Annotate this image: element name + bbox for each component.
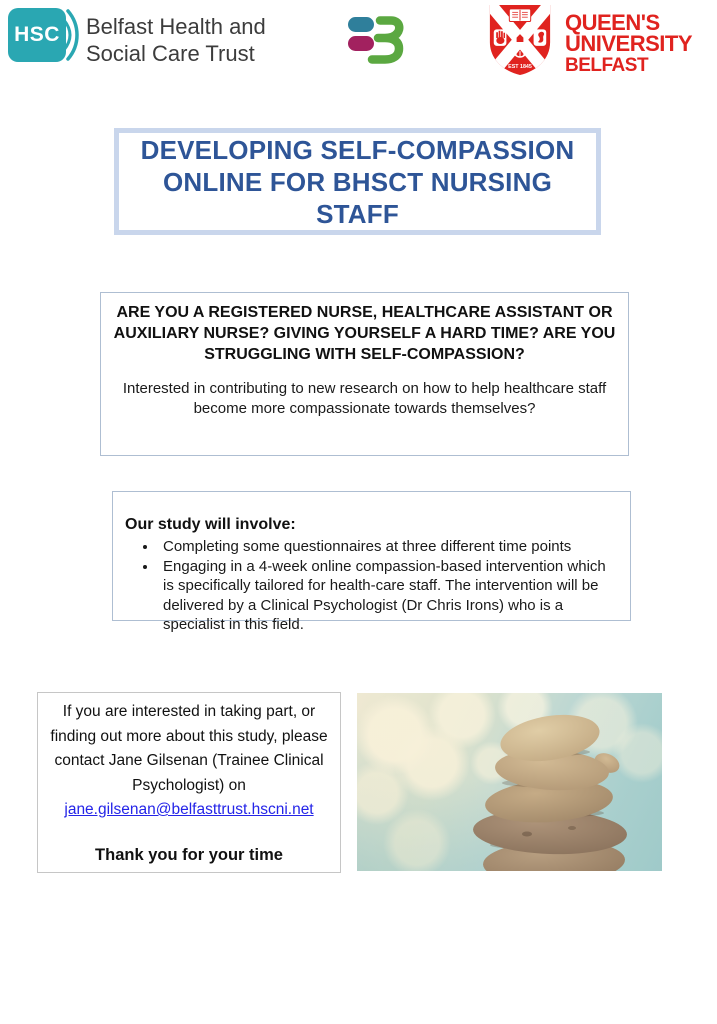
pebbles-illustration bbox=[357, 693, 662, 871]
contact-thanks: Thank you for your time bbox=[95, 845, 283, 864]
trust-name bbox=[86, 13, 266, 67]
contact-box bbox=[37, 692, 341, 873]
qub-wordmark-line2: UNIVERSITY bbox=[565, 31, 693, 56]
hsc-logo-box bbox=[8, 8, 66, 62]
b-logo-green-curve bbox=[372, 21, 399, 60]
page-title: DEVELOPING SELF-COMPASSION ONLINE FOR BHSCT NURSING STAFF bbox=[140, 134, 575, 229]
qub-wordmark-line1: QUEEN'S bbox=[565, 10, 660, 35]
contact-text: If you are interested in taking part, or finding out more about this study, please contact Jane Gilsenan (Trainee Clinical Psychologist) on bbox=[50, 703, 328, 794]
intro-body: Interested in contributing to new research on how to help healthcare staff become more compassionate towards themselves? bbox=[122, 380, 607, 417]
study-heading: Our study will involve: bbox=[125, 516, 296, 533]
trust-name-line1: Belfast Health and bbox=[86, 14, 266, 39]
hsc-logo bbox=[8, 8, 84, 62]
title-box bbox=[114, 128, 601, 235]
intro-heading: ARE YOU A REGISTERED NURSE, HEALTHCARE ASSISTANT OR AUXILIARY NURSE? GIVING YOURSELF A HARD TIME? ARE YOU STRUGGLING WITH SELF-COMPASSION? bbox=[113, 304, 616, 363]
qub-est-text: EST 1845 bbox=[508, 64, 532, 71]
qub-wordmark bbox=[565, 12, 692, 77]
b-logo-magenta-block bbox=[348, 36, 374, 51]
qub-logo bbox=[486, 3, 692, 77]
contact-email-link[interactable]: jane.gilsenan@belfasttrust.hscni.net bbox=[64, 801, 314, 818]
qub-wordmark-line3: BELFAST bbox=[565, 55, 649, 76]
hsc-logo-text: HSC bbox=[14, 23, 60, 46]
trust-name-line2: Social Care Trust bbox=[86, 41, 255, 66]
b-logo-icon bbox=[346, 11, 408, 69]
study-box bbox=[112, 491, 631, 633]
stacked-pebbles-photo bbox=[357, 693, 662, 871]
study-bullet-list bbox=[125, 537, 616, 635]
hsc-arcs-icon bbox=[62, 8, 84, 62]
study-bullet-2: • Engaging in a 4-week online compassion-based intervention which is specifically tailored for health-care staff. The intervention will be delivered by a Clinical Psychologist (Dr Chris Irons) who is a specialist in this field. bbox=[158, 557, 616, 635]
study-bullet-1: • Completing some questionnaires at three different time points bbox=[158, 537, 616, 557]
b-logo-teal-block bbox=[348, 17, 374, 32]
contact-paragraph bbox=[46, 700, 332, 823]
intro-box bbox=[100, 292, 629, 456]
qub-shield-icon bbox=[486, 3, 554, 77]
